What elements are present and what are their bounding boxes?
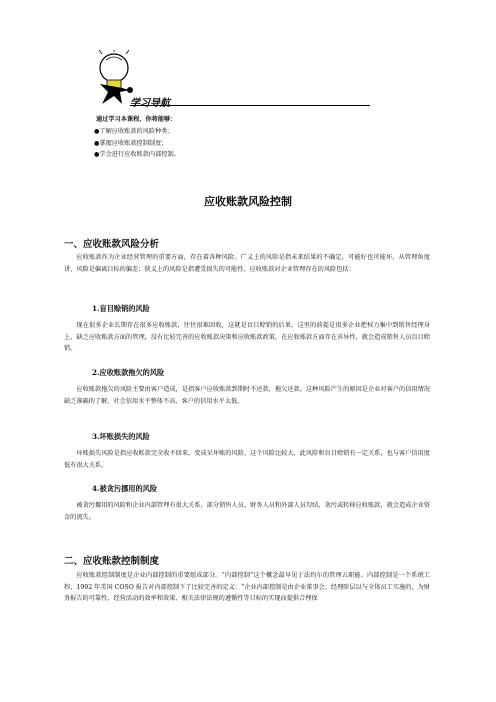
paragraph-bad-debt: 坏账损失风险是指应收账款完全收不回来，变成呆坏账的风险。这个风险比较大，此风险和盲目赊销有一定关系，也与客户信用度低有很大关系。 <box>64 450 430 469</box>
document-title: 应收账款风险控制 <box>204 195 292 208</box>
guide-item: ●学会进行应收账款内部控制。 <box>94 151 180 158</box>
paragraph-control-system: 应收账款控制制度是企业内部控制的重要组成部分。“内部控制”这个概念最早见于法约尔的管理五职能。内部控制是一个系统工程，1992 年美国 COSO 报告对内部控制下了比较完善的定义：“企业内部控制是由企业董事会、经理阶层以与全体员工实施的，为财务报告的可靠性、经营活动的效率和效果、相关法律法规的遵循性等目标的实现而提供合理保 <box>64 572 430 603</box>
paragraph-arrears: 应收账款拖欠的风险主要由客户造成，是指客户应收账款到期时不还款，拖欠还款。这种风险产生的原因是企业对客户的信用情况缺乏准确的了解、社会信用水平整体不高、客户的信用水平太低。 <box>64 386 430 405</box>
guide-item: ●掌握应收账款控制制度； <box>94 139 168 147</box>
guide-list <box>94 126 180 161</box>
section-intro-paragraph: 应收账款作为企业经营管理的重要方面，存在着各种风险。广义上的风险是指未来结果的不确定，可能好也可能坏，从管理角度讲，风险是偏离目标的偏差；狭义上的风险是指遭受损失的可能性。应收账款对企业管理存在的风险包括： <box>64 254 430 273</box>
subsection-heading-embezzlement: 4.被贪污挪用的风险 <box>92 484 158 493</box>
subsection-heading-arrears: 2.应收账款拖欠的风险 <box>92 368 165 377</box>
guide-item: ●了解应收账款的风险种类； <box>94 128 174 135</box>
section-heading-risk-analysis: 一、应收账款风险分析 <box>64 239 160 250</box>
guide-divider <box>130 105 370 106</box>
subsection-heading-blind-credit: 1.盲目赊销的风险 <box>92 304 150 313</box>
paragraph-embezzlement: 被贪污挪用的风险和企业内部管理有很大关系，部分销售人员、财务人员和外部人员勾结，贪污或转移应收账款，就会造成企业资金的流失。 <box>64 502 430 521</box>
guide-title: 学习导航 <box>130 98 170 109</box>
subsection-heading-bad-debt: 3.坏账损失的风险 <box>92 432 150 441</box>
section-heading-control-system: 二、应收账款控制制度 <box>64 556 160 567</box>
guide-intro: 通过学习本课程，你将能够： <box>96 116 177 123</box>
paragraph-blind-credit: 现在很多企业长期存在很多应收账款，往往很难回收，这就是盲目赊销的后果。这里的前提是很多企业把权力集中到销售经理身上，缺乏应收账款方面的管理，没有比较完善的应收账款决策和应收账款政策，在应收账款方面存在弃异性，就会造成销售人员盲目赊销。 <box>64 322 430 353</box>
